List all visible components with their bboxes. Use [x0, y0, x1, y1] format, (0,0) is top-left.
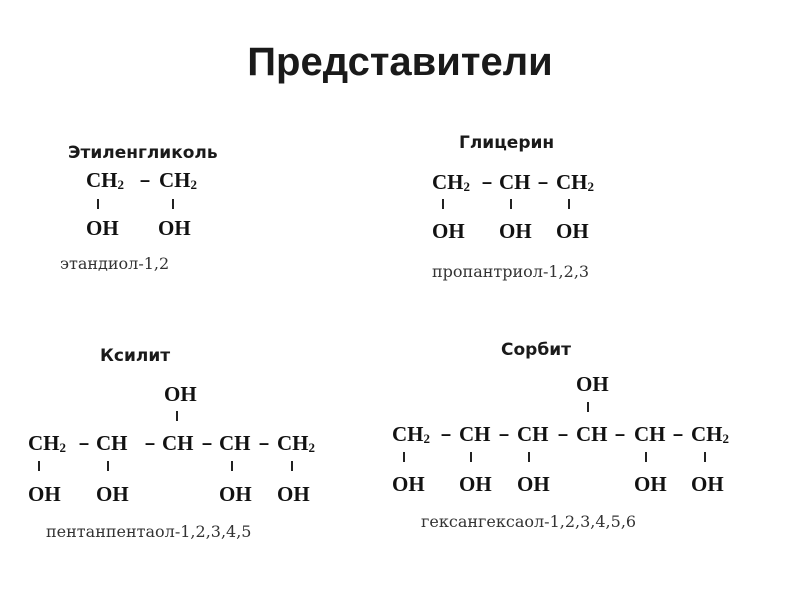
sorbitol-iupac: гексангексаол-1,2,3,4,5,6	[421, 512, 637, 531]
sb-bond-3: –	[558, 424, 569, 444]
sb-bond-4: –	[615, 424, 626, 444]
sb-vertical-bond-top	[587, 402, 589, 412]
gl-oh-2: OH	[499, 219, 532, 243]
eg-bond-1: –	[140, 170, 151, 190]
xy-bond-1: –	[79, 433, 90, 453]
gl-chain-c3: $CH_2$	[556, 170, 595, 194]
ethylene-glycol-iupac: этандиол-1,2	[60, 254, 170, 273]
sb-oh-6: OH	[691, 472, 724, 496]
xy-vertical-bond-top	[176, 411, 178, 421]
sb-oh-2: OH	[459, 472, 492, 496]
gl-vertical-bond-1	[442, 199, 444, 209]
sb-chain-c3: CH	[517, 422, 549, 446]
eg-oh-1: OH	[86, 216, 119, 240]
sb-bond-2: –	[499, 424, 510, 444]
eg-vertical-bond-1	[97, 199, 99, 209]
sb-chain-c6: $CH_2$	[691, 422, 730, 446]
xy-vertical-bond-2	[107, 461, 109, 471]
sb-vertical-bond-5	[645, 452, 647, 462]
eg-chain-c1: $CH_2$	[86, 168, 125, 192]
gl-oh-3: OH	[556, 219, 589, 243]
sb-chain-c5: CH	[634, 422, 666, 446]
gl-bond-1: –	[482, 172, 493, 192]
xy-vertical-bond-5	[291, 461, 293, 471]
sorbitol-name: Сорбит	[501, 340, 571, 360]
gl-vertical-bond-3	[568, 199, 570, 209]
xy-bond-4: –	[259, 433, 270, 453]
gl-bond-2: –	[538, 172, 549, 192]
eg-oh-2: OH	[158, 216, 191, 240]
xy-vertical-bond-1	[38, 461, 40, 471]
sb-chain-c2: CH	[459, 422, 491, 446]
xy-vertical-bond-4	[231, 461, 233, 471]
sb-oh-1: OH	[392, 472, 425, 496]
ethylene-glycol-name: Этиленгликоль	[68, 143, 218, 163]
sb-chain-c4: CH	[576, 422, 608, 446]
eg-chain-c2: $CH_2$	[159, 168, 198, 192]
xy-oh-2: OH	[96, 482, 129, 506]
xy-oh-5: OH	[277, 482, 310, 506]
gl-chain-c2: CH	[499, 170, 531, 194]
xylitol-name: Ксилит	[100, 346, 171, 366]
sb-oh-top: OH	[576, 372, 609, 396]
glycerin-name: Глицерин	[459, 133, 555, 153]
xy-chain-c4: CH	[219, 431, 251, 455]
xy-chain-c5: $CH_2$	[277, 431, 316, 455]
sb-oh-3: OH	[517, 472, 550, 496]
sb-vertical-bond-1	[403, 452, 405, 462]
gl-chain-c1: $CH_2$	[432, 170, 471, 194]
sb-bond-5: –	[673, 424, 684, 444]
xy-oh-1: OH	[28, 482, 61, 506]
page-title: Представители	[247, 40, 553, 84]
xy-chain-c1: $CH_2$	[28, 431, 67, 455]
xy-chain-c2: CH	[96, 431, 128, 455]
xy-bond-3: –	[202, 433, 213, 453]
sb-vertical-bond-6	[704, 452, 706, 462]
sb-vertical-bond-3	[528, 452, 530, 462]
sb-bond-1: –	[441, 424, 452, 444]
sb-vertical-bond-2	[470, 452, 472, 462]
xy-oh-4: OH	[219, 482, 252, 506]
xy-chain-c3: CH	[162, 431, 194, 455]
glycerin-iupac: пропантриол-1,2,3	[432, 262, 590, 281]
sb-oh-5: OH	[634, 472, 667, 496]
xy-bond-2: –	[145, 433, 156, 453]
eg-vertical-bond-2	[172, 199, 174, 209]
sb-chain-c1: $CH_2$	[392, 422, 431, 446]
xylitol-iupac: пентанпентаол-1,2,3,4,5	[46, 522, 252, 541]
xy-oh-top: OH	[164, 382, 197, 406]
gl-vertical-bond-2	[510, 199, 512, 209]
gl-oh-1: OH	[432, 219, 465, 243]
